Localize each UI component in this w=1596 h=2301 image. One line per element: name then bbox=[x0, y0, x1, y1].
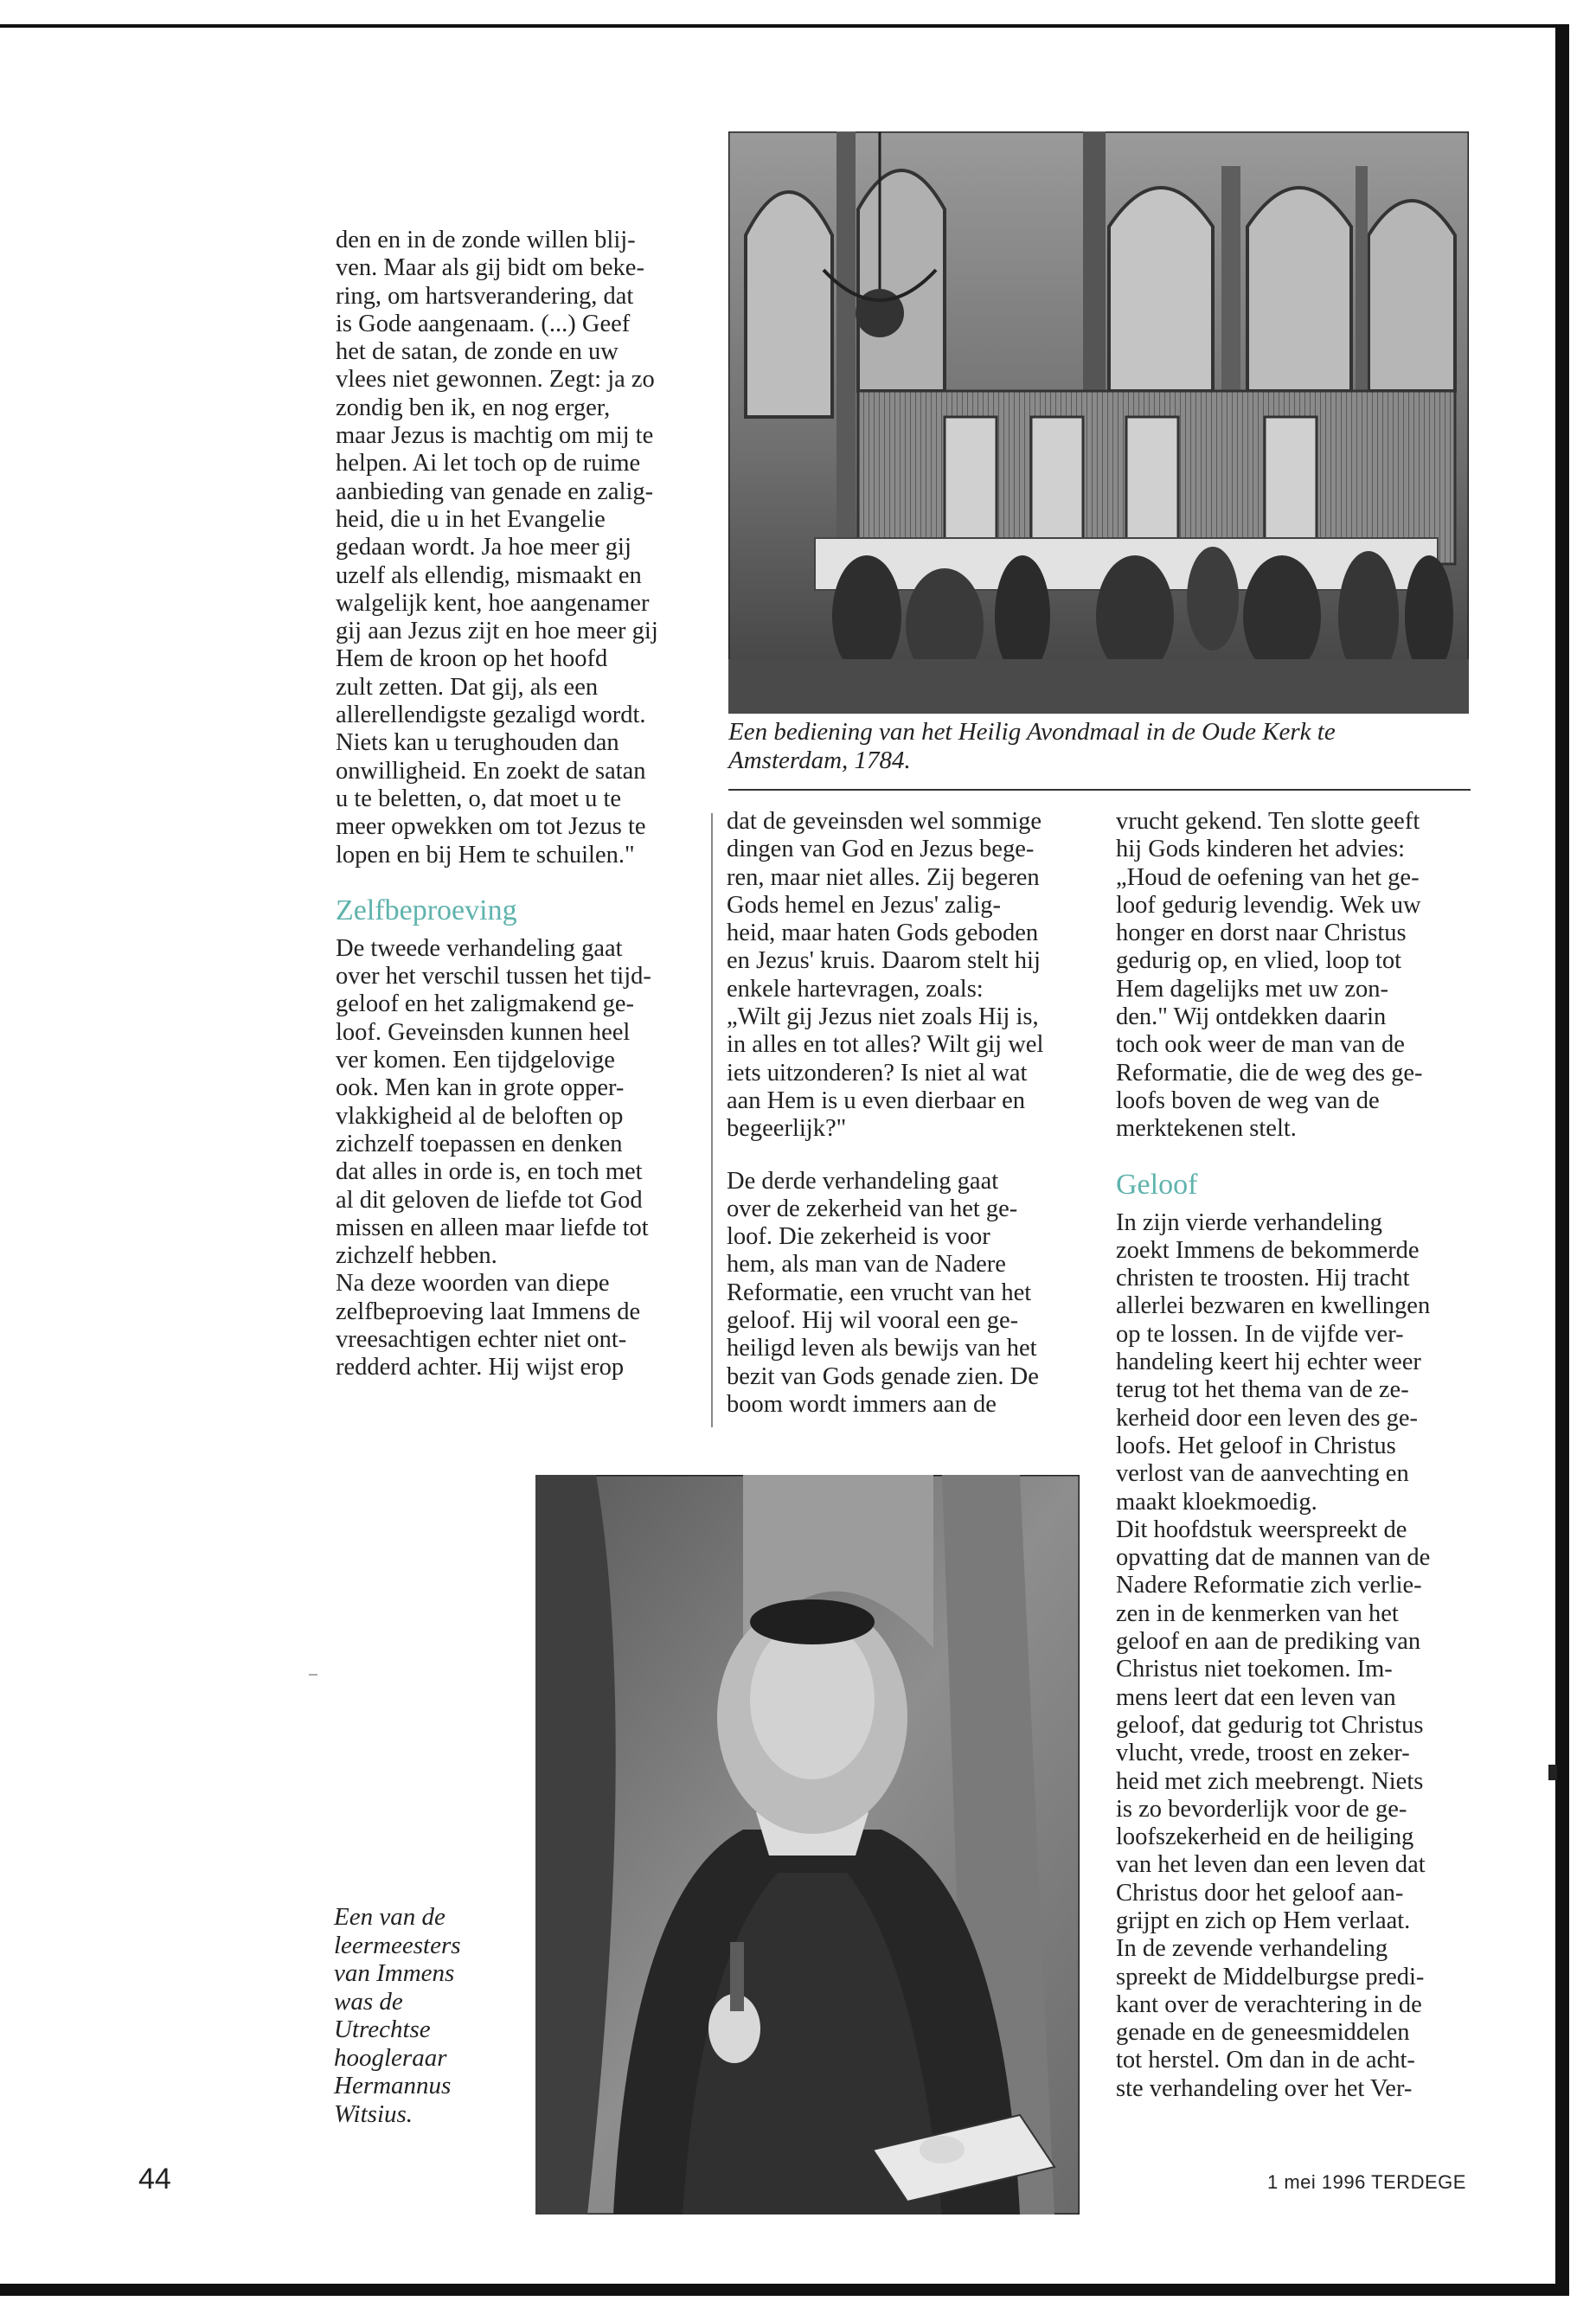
margin-tick bbox=[309, 1674, 317, 1676]
text-line: dat alles in orde is, en toch met bbox=[336, 1158, 643, 1186]
text-line: zichzelf toepassen en denken bbox=[336, 1130, 623, 1157]
text-line: Christus door het geloof aan- bbox=[1116, 1879, 1404, 1907]
text-line: begeerlijk?" bbox=[727, 1115, 847, 1143]
caption-line: van Immens bbox=[334, 1959, 455, 1987]
text-line: kant over de verachtering in de bbox=[1116, 1990, 1422, 2018]
caption-line: Een bediening van het Heilig Avondmaal in de Oude Kerk te bbox=[728, 718, 1336, 746]
text-line: boom wordt immers aan de bbox=[727, 1390, 997, 1418]
text-line: hem, als man van de Nadere bbox=[727, 1251, 1006, 1279]
column-1-paragraph-a bbox=[336, 227, 690, 869]
text-line: ring, om hartsverandering, dat bbox=[336, 282, 634, 310]
section-heading-zelfbeproeving: Zelfbeproeving bbox=[336, 894, 517, 926]
text-line: in alles en tot alles? Wilt gij wel bbox=[727, 1031, 1044, 1059]
text-line: toch ook weer de man van de bbox=[1116, 1031, 1405, 1059]
text-line: Niets kan u terughouden dan bbox=[336, 729, 619, 757]
text-line: den en in de zonde willen blij- bbox=[336, 227, 636, 253]
scan-edge-right bbox=[1555, 24, 1569, 2291]
text-line: over het verschil tussen het tijd- bbox=[336, 963, 651, 990]
text-line: heid, maar haten Gods geboden bbox=[727, 920, 1039, 947]
text-line: mens leert dat een leven van bbox=[1116, 1683, 1396, 1711]
text-line: is zo bevorderlijk voor de ge- bbox=[1116, 1795, 1407, 1823]
text-line: missen en alleen maar liefde tot bbox=[336, 1214, 649, 1241]
text-line: Hem dagelijks met uw zon- bbox=[1116, 975, 1389, 1003]
text-line: uzelf als ellendig, mismaakt en bbox=[336, 561, 642, 589]
text-line: ven. Maar als gij bidt om beke- bbox=[336, 254, 644, 282]
text-line: ste verhandeling over het Ver- bbox=[1116, 2074, 1413, 2102]
text-line: en Jezus' kruis. Daarom stelt hij bbox=[727, 947, 1041, 975]
text-line: vlucht, vrede, troost en zeker- bbox=[1116, 1740, 1410, 1767]
text-line: geloof, dat gedurig tot Christus bbox=[1116, 1711, 1424, 1739]
text-line: meer opwekken om tot Jezus te bbox=[336, 813, 646, 841]
text-line: ook. Men kan in grote opper- bbox=[336, 1074, 625, 1102]
text-column-1 bbox=[336, 227, 690, 1382]
text-line: op te lossen. In de vijfde ver- bbox=[1116, 1320, 1404, 1348]
text-line: aanbieding van genade en zalig- bbox=[336, 478, 654, 505]
text-line: maar Jezus is machtig om mij te bbox=[336, 422, 654, 450]
text-line: het de satan, de zonde en uw bbox=[336, 338, 619, 366]
margin-mark bbox=[1548, 1765, 1557, 1780]
text-line: merktekenen stelt. bbox=[1116, 1115, 1297, 1143]
text-line: al dit geloven de liefde tot God bbox=[336, 1186, 643, 1214]
text-line: grijpt en zich op Hem verlaat. bbox=[1116, 1907, 1411, 1934]
text-line: helpen. Ai let toch op de ruime bbox=[336, 450, 641, 478]
text-line: Gods hemel en Jezus' zalig- bbox=[727, 891, 1001, 919]
text-line: Reformatie, een vrucht van het bbox=[727, 1279, 1032, 1306]
text-line: allerlei bezwaren en kwellingen bbox=[1116, 1292, 1431, 1320]
text-line: gedaan wordt. Ja hoe meer gij bbox=[336, 534, 631, 561]
caption-rule bbox=[728, 789, 1471, 791]
text-line: allerellendigste gezaligd wordt. bbox=[336, 702, 646, 729]
text-line: aan Hem is u even dierbaar en bbox=[727, 1086, 1026, 1114]
text-line: zen in de kenmerken van het bbox=[1116, 1599, 1399, 1627]
text-line: redderd achter. Hij wijst erop bbox=[336, 1354, 625, 1381]
column-3-paragraph-a bbox=[1116, 808, 1497, 1144]
text-line: In de zevende verhandeling bbox=[1116, 1935, 1388, 1963]
text-line: gij aan Jezus zijt en hoe meer gij bbox=[336, 618, 658, 645]
caption-line: leermeesters bbox=[334, 1931, 461, 1959]
text-line: vlees niet gewonnen. Zegt: ja zo bbox=[336, 366, 655, 394]
text-line: heid, die u in het Evangelie bbox=[336, 505, 606, 533]
top-rule bbox=[0, 24, 1555, 28]
column-1-paragraph-b bbox=[336, 935, 690, 1382]
caption-line: Utrechtse bbox=[334, 2016, 431, 2043]
text-line: handeling keert hij echter weer bbox=[1116, 1349, 1421, 1376]
scan-edge-bottom bbox=[0, 2284, 1569, 2296]
text-line: loofszekerheid en de heiliging bbox=[1116, 1823, 1414, 1851]
text-line: geloof en aan de prediking van bbox=[1116, 1628, 1421, 1656]
text-line: is Gode aangenaam. (...) Geef bbox=[336, 310, 631, 337]
paragraph-gap bbox=[727, 1144, 1107, 1168]
witsius-portrait-image bbox=[535, 1475, 1080, 2214]
text-line: ren, maar niet alles. Zij begeren bbox=[727, 863, 1040, 891]
text-line: den." Wij ontdekken daarin bbox=[1116, 1003, 1387, 1031]
text-line: van het leven dan een leven dat bbox=[1116, 1851, 1426, 1879]
text-line: spreekt de Middelburgse predi- bbox=[1116, 1963, 1425, 1990]
caption-line: was de bbox=[334, 1987, 403, 2016]
text-line: bezit van Gods genade zien. De bbox=[727, 1362, 1039, 1390]
text-line: verlost van de aanvechting en bbox=[1116, 1460, 1409, 1488]
text-line: gedurig op, en vlied, loop tot bbox=[1116, 947, 1402, 975]
text-line: In zijn vierde verhandeling bbox=[1116, 1208, 1382, 1236]
text-line: kerheid door een leven des ge- bbox=[1116, 1404, 1418, 1432]
text-line: loof. Die zekerheid is voor bbox=[727, 1223, 990, 1251]
caption-line: Hermannus bbox=[334, 2072, 452, 2099]
text-line: Reformatie, die de weg des ge- bbox=[1116, 1059, 1423, 1086]
column-2-paragraph-b bbox=[727, 1168, 1107, 1420]
text-line: u te beletten, o, dat moet u te bbox=[336, 785, 622, 812]
text-line: zichzelf hebben. bbox=[336, 1242, 497, 1270]
text-line: honger en dorst naar Christus bbox=[1116, 920, 1407, 947]
caption-line: Witsius. bbox=[334, 2099, 413, 2128]
text-line: vreesachtigen echter niet ont- bbox=[336, 1325, 627, 1353]
church-engraving-image bbox=[728, 131, 1469, 714]
text-line: hij Gods kinderen het advies: bbox=[1116, 836, 1406, 863]
caption-line: hoogleraar bbox=[334, 2043, 447, 2072]
text-line: ver komen. Een tijdgelovige bbox=[336, 1047, 615, 1074]
text-line: enkele hartevragen, zoals: bbox=[727, 975, 984, 1003]
text-line: onwilligheid. En zoekt de satan bbox=[336, 757, 646, 785]
column-3-paragraph-b bbox=[1116, 1209, 1497, 2104]
text-line: walgelijk kent, hoe aangenamer bbox=[336, 589, 650, 617]
column-divider bbox=[711, 813, 713, 1427]
section-heading-geloof: Geloof bbox=[1116, 1168, 1198, 1201]
text-line: genade en de geneesmiddelen bbox=[1116, 2019, 1410, 2047]
text-line: Christus niet toekomen. Im- bbox=[1116, 1656, 1393, 1683]
text-line: zelfbeproeving laat Immens de bbox=[336, 1298, 641, 1325]
caption-line: Een van de bbox=[334, 1903, 445, 1931]
text-line: Nadere Reformatie zich verlie- bbox=[1116, 1572, 1422, 1599]
text-line: De tweede verhandeling gaat bbox=[336, 934, 623, 962]
text-line: maakt kloekmoedig. bbox=[1116, 1488, 1317, 1516]
text-line: christen te troosten. Hij tracht bbox=[1116, 1265, 1410, 1292]
text-line: heiligd leven als bewijs van het bbox=[727, 1335, 1037, 1362]
text-line: zult zetten. Dat gij, als een bbox=[336, 673, 599, 701]
text-line: geloof en het zaligmakend ge- bbox=[336, 990, 635, 1018]
text-line: opvatting dat de mannen van de bbox=[1116, 1544, 1431, 1572]
top-image-caption bbox=[728, 718, 1469, 775]
text-line: dat de geveinsden wel sommige bbox=[727, 808, 1042, 835]
text-line: Hem de kroon op het hoofd bbox=[336, 645, 608, 673]
text-line: zondig ben ik, en nog erger, bbox=[336, 394, 611, 421]
text-line: Na deze woorden van diepe bbox=[336, 1270, 610, 1298]
caption-line: Amsterdam, 1784. bbox=[728, 747, 911, 774]
text-column-2 bbox=[727, 808, 1107, 1419]
text-line: loofs boven de weg van de bbox=[1116, 1086, 1380, 1114]
text-line: vlakkigheid al de beloften op bbox=[336, 1102, 624, 1130]
text-line: zoekt Immens de bekommerde bbox=[1116, 1236, 1420, 1264]
text-line: vrucht gekend. Ten slotte geeft bbox=[1116, 808, 1420, 835]
text-line: dingen van God en Jezus bege- bbox=[727, 836, 1035, 863]
text-line: terug tot het thema van de ze- bbox=[1116, 1376, 1409, 1404]
text-line: „Wilt gij Jezus niet zoals Hij is, bbox=[727, 1003, 1039, 1031]
text-line: loofs. Het geloof in Christus bbox=[1116, 1432, 1396, 1459]
footer-issue-date: 1 mei 1996 TERDEGE bbox=[1267, 2171, 1466, 2193]
text-line: lopen en bij Hem te schuilen." bbox=[336, 841, 635, 868]
text-line: tot herstel. Om dan in de acht- bbox=[1116, 2047, 1415, 2074]
text-line: loof gedurig levendig. Wek uw bbox=[1116, 891, 1421, 919]
column-2-paragraph-a bbox=[727, 808, 1107, 1144]
text-line: loof. Geveinsden kunnen heel bbox=[336, 1018, 631, 1046]
text-line: Dit hoofdstuk weerspreekt de bbox=[1116, 1516, 1407, 1543]
text-line: over de zekerheid van het ge- bbox=[727, 1195, 1018, 1222]
text-line: heid met zich meebrengt. Niets bbox=[1116, 1767, 1424, 1795]
text-line: De derde verhandeling gaat bbox=[727, 1167, 999, 1195]
text-line: iets uitzonderen? Is niet al wat bbox=[727, 1059, 1028, 1086]
text-line: geloof. Hij wil vooral een ge- bbox=[727, 1307, 1019, 1335]
portrait-caption bbox=[334, 1903, 516, 2128]
page-number: 44 bbox=[138, 2163, 171, 2195]
text-column-3 bbox=[1116, 808, 1497, 2103]
text-line: „Houd de oefening van het ge- bbox=[1116, 863, 1420, 891]
